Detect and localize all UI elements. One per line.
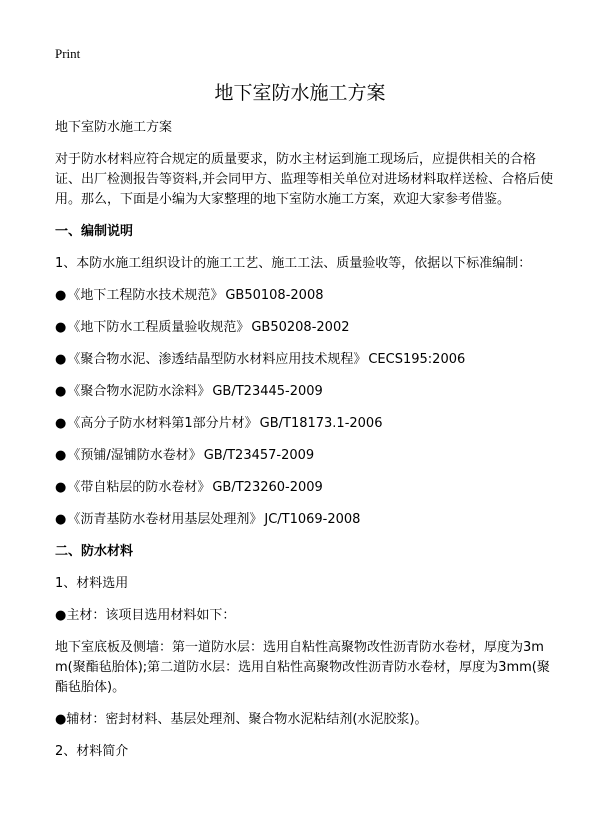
bullet-icon: ● [55,512,67,527]
list-item [55,446,555,466]
section-heading-preparation: 一、编制说明 [55,224,134,239]
standard-code: GB50108-2008 [225,288,324,303]
list-item [55,510,555,530]
standard-name: 《聚合物水泥防水涂料》 [67,384,211,399]
list-item [55,382,555,402]
standard-code: GB/T23457-2009 [203,448,315,463]
page-title: 地下室防水施工方案 [214,82,386,104]
standard-code: GB/T23260-2009 [212,480,323,495]
standard-code: GB50208-2002 [251,320,350,335]
list-item [55,414,555,434]
bullet-icon: ● [55,416,67,431]
standards-list [55,286,555,530]
bullet-icon: ● [55,384,67,399]
standard-code: JC/T1069-2008 [264,512,361,527]
standard-name: 《地下工程防水技术规范》 [67,288,224,303]
standard-code: GB/T23445-2009 [212,384,323,399]
standard-name: 《带自粘层的防水卷材》 [67,480,211,495]
main-material-line: ●主材：该项目选用材料如下： [55,608,236,623]
bullet-icon: ● [55,480,67,495]
bullet-icon: ● [55,448,67,463]
auxiliary-material-line: ●辅材：密封材料、基层处理剂、聚合物水泥粘结剂(水泥胶浆)。 [55,712,428,727]
preparation-item-1: 1、本防水施工组织设计的施工工艺、施工工法、质量验收等，依据以下标准编制： [55,256,532,271]
standard-code: CECS195:2006 [368,352,466,367]
standard-name: 《高分子防水材料第1部分片材》 [67,416,258,431]
standard-code: GB/T18173.1-2006 [259,416,383,431]
basement-description: 地下室底板及侧墙：第一道防水层：选用自粘性高聚物改性沥青防水卷材，厚度为3mm(聚酯毡胎体);第二道防水层：选用自粘性高聚物改性沥青防水卷材，厚度为3mm(聚酯毡胎体)。 [55,640,550,695]
document-body [55,118,555,774]
list-item [55,478,555,498]
list-item [55,286,555,306]
print-link[interactable]: Print [55,46,81,61]
standard-name: 《沥青基防水卷材用基层处理剂》 [67,512,263,527]
standard-name: 《聚合物水泥、渗透结晶型防水材料应用技术规程》 [67,352,367,367]
bullet-icon: ● [55,320,67,335]
document-subtitle: 地下室防水施工方案 [55,120,173,135]
bullet-icon: ● [55,288,67,303]
standard-name: 《预铺/湿铺防水卷材》 [67,448,202,463]
section-heading-materials: 二、防水材料 [55,544,134,559]
bullet-icon: ● [55,352,67,367]
list-item [55,318,555,338]
standard-name: 《地下防水工程质量验收规范》 [67,320,250,335]
list-item [55,350,555,370]
materials-sub-2: 2、材料简介 [55,744,129,759]
intro-paragraph: 对于防水材料应符合规定的质量要求，防水主材运到施工现场后，应提供相关的合格证、出厂检测报告等资料,并会同甲方、监理等相关单位对进场材料取样送检、合格后使用。那么，下面是小编为大家整理的地下室防水施工方案，欢迎大家参考借鉴。 [55,152,554,207]
materials-sub-1: 1、材料选用 [55,576,129,591]
